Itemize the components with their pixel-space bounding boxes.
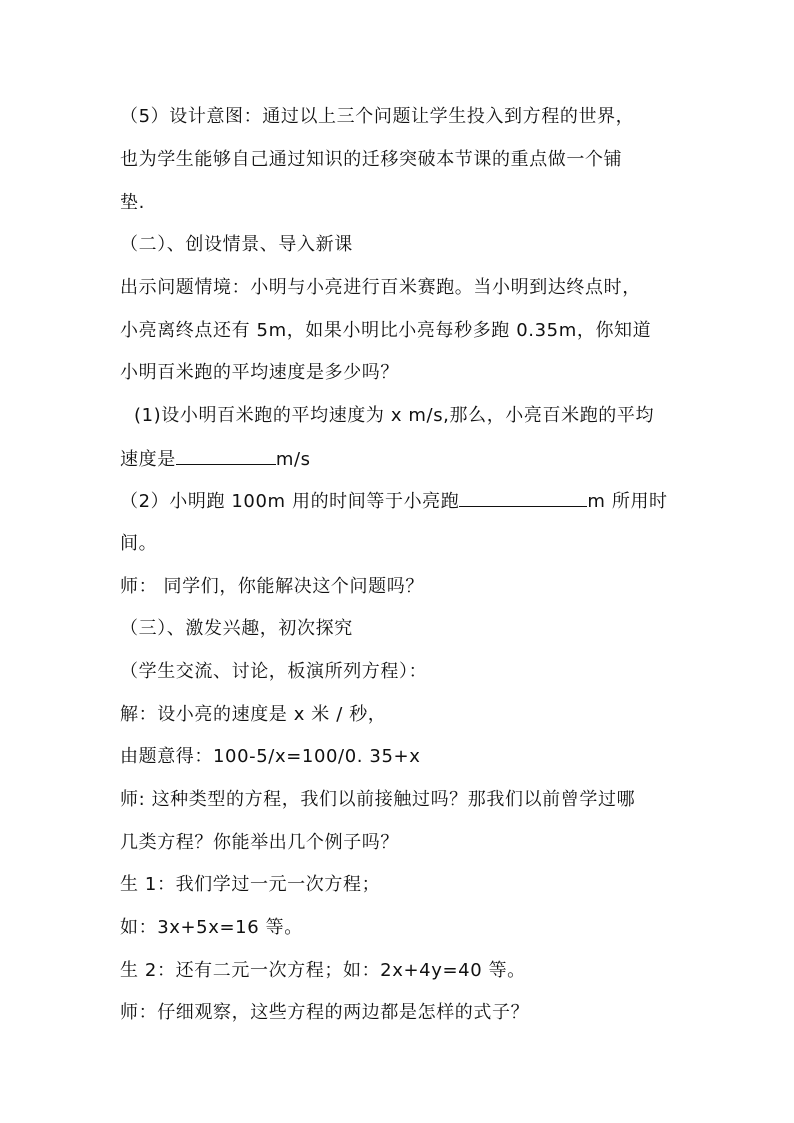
question-1-continuation [120, 448, 700, 471]
question-1-line: (1)设小明百米跑的平均速度为 x m/s,那么，小亮百米跑的平均 [134, 405, 655, 426]
text-line: 如：3x+5x=16 等。 [120, 917, 303, 938]
text-line: 小明百米跑的平均速度是多少吗？ [120, 362, 399, 383]
text-span: （2）小明跑 100m 用的时间等于小亮跑 [120, 491, 460, 512]
equation-line: 由题意得：100-5/x=100/0. 35+x [120, 746, 421, 767]
text-line: 生 1：我们学过一元一次方程； [120, 874, 381, 895]
text-line: 师: 这种类型的方程，我们以前接触过吗？那我们以前曾学过哪 [120, 789, 636, 810]
answer-blank [459, 490, 587, 507]
answer-blank [176, 448, 276, 465]
text-line: 垫. [120, 192, 145, 213]
text-line: 几类方程？你能举出几个例子吗？ [120, 832, 399, 853]
text-line: 解：设小亮的速度是 x 米 / 秒， [120, 704, 387, 725]
text-line: （学生交流、讨论，板演所列方程）： [120, 661, 428, 682]
unit-text: m/s [275, 449, 311, 470]
text-line: 也为学生能够自己通过知识的迁移突破本节课的重点做一个铺 [120, 149, 623, 170]
text-span: 速度是 [120, 449, 176, 470]
text-line: 间。 [120, 533, 158, 554]
section-heading: （二）、创设情景、导入新课 [120, 234, 353, 255]
section-heading: （三）、激发兴趣，初次探究 [120, 618, 353, 639]
text-line: 出示问题情境：小明与小亮进行百米赛跑。当小明到达终点时， [120, 277, 641, 298]
question-2-line [120, 490, 700, 513]
text-span: m 所用时 [587, 491, 668, 512]
text-line: 小亮离终点还有 5m，如果小明比小亮每秒多跑 0.35m，你知道 [120, 320, 652, 341]
text-line: 师： 同学们，你能解决这个问题吗？ [120, 576, 424, 597]
text-line: 生 2：还有二元一次方程；如：2x+4y=40 等。 [120, 960, 526, 981]
text-line: 师：仔细观察，这些方程的两边都是怎样的式子？ [120, 1002, 530, 1023]
text-line: （5）设计意图：通过以上三个问题让学生投入到方程的世界， [120, 106, 635, 127]
